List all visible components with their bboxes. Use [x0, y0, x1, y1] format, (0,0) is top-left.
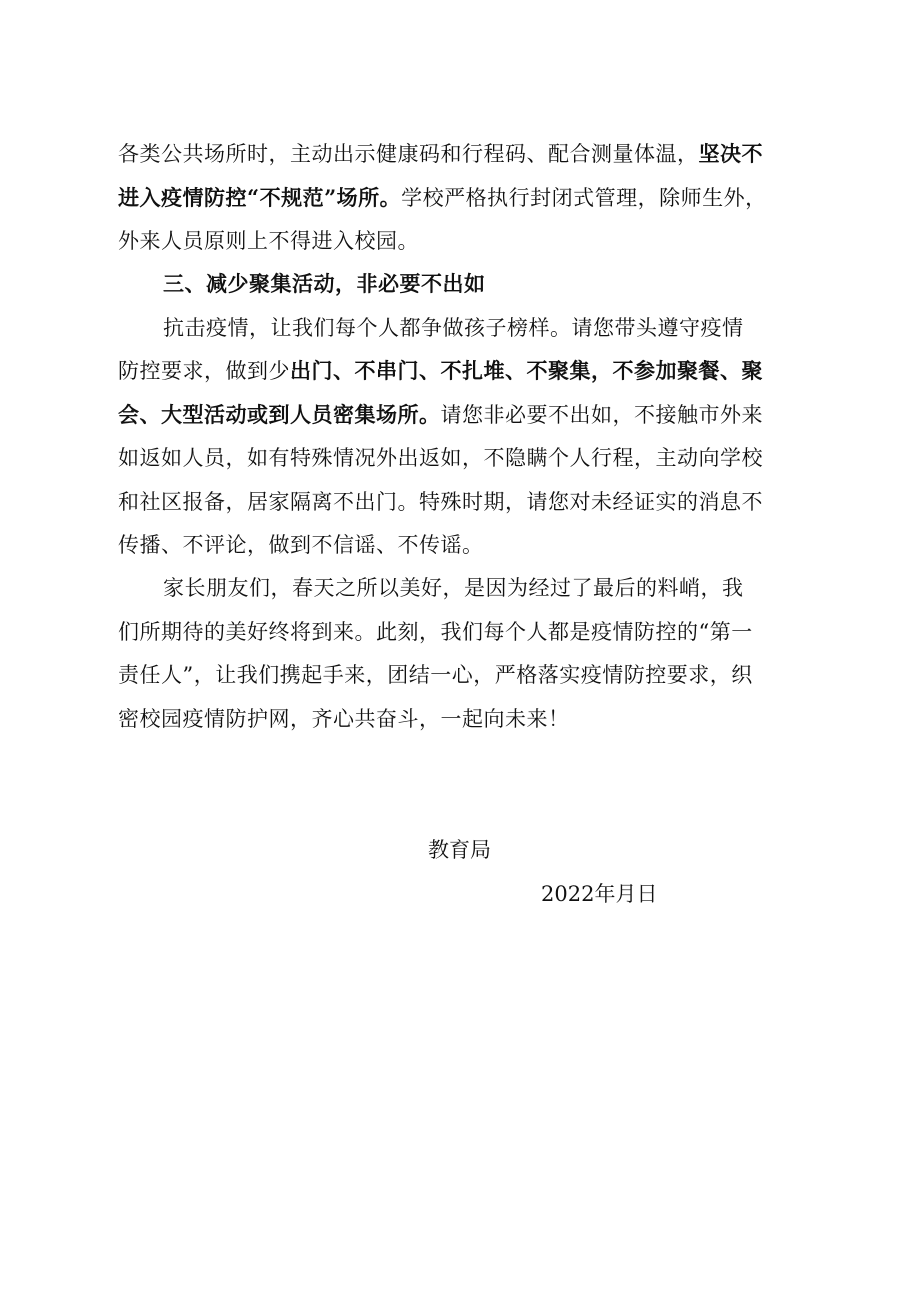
- body-line: [118, 227, 419, 255]
- body-line: [163, 314, 744, 342]
- body-text-bold: 进入疫情防控“不规范”场所。: [118, 185, 402, 210]
- body-line: [118, 661, 753, 689]
- body-line: [118, 705, 570, 733]
- body-text: 外来人员原则上不得进入校园。: [118, 229, 419, 253]
- body-line: [163, 574, 744, 602]
- signature-date: 2022年月日: [541, 882, 658, 906]
- body-text: 和社区报备，居家隔离不出门。特殊时期，请您对未经证实的消息不: [118, 490, 763, 514]
- section-heading: 三、减少聚集活动，非必要不出如: [163, 271, 486, 296]
- body-text: 请您非必要不出如，不接触市外来: [440, 403, 763, 427]
- body-line: [118, 401, 763, 429]
- body-text: 抗击疫情，让我们每个人都争做孩子榜样。请您带头遵守疫情: [163, 316, 744, 340]
- body-line: [118, 531, 484, 559]
- body-line: [118, 444, 763, 472]
- body-text-bold: 出门、不串门、不扎堆、不聚集，不参加聚餐、聚: [290, 358, 763, 383]
- body-line: [118, 184, 767, 212]
- body-text: 们所期待的美好终将到来。此刻，我们每个人都是疫情防控的“第一: [118, 620, 753, 644]
- body-text: 密校园疫情防护网，齐心共奋斗，一起向未来！: [118, 707, 570, 731]
- body-line: [118, 488, 763, 516]
- body-text-bold: 坚决不: [698, 141, 763, 166]
- body-text: 学校严格执行封闭式管理，除师生外，: [401, 186, 767, 210]
- signature-organization: 教育局: [428, 838, 491, 862]
- body-line: [118, 357, 763, 385]
- body-line: [118, 140, 763, 168]
- body-text: 各类公共场所时，主动出示健康码和行程码、配合测量体温，: [118, 142, 699, 166]
- body-text-bold: 会、大型活动或到人员密集场所。: [118, 402, 441, 427]
- body-text: 责任人”，让我们携起手来，团结一心，严格落实疫情防控要求，织: [118, 663, 753, 687]
- body-text: 如返如人员，如有特殊情况外出返如，不隐瞒个人行程，主动向学校: [118, 446, 763, 470]
- body-text: 传播、不评论，做到不信谣、不传谣。: [118, 533, 484, 557]
- body-line: [118, 618, 753, 646]
- body-text: 家长朋友们，春天之所以美好，是因为经过了最后的料峭，我: [163, 576, 744, 600]
- body-text: 防控要求，做到少: [118, 359, 290, 383]
